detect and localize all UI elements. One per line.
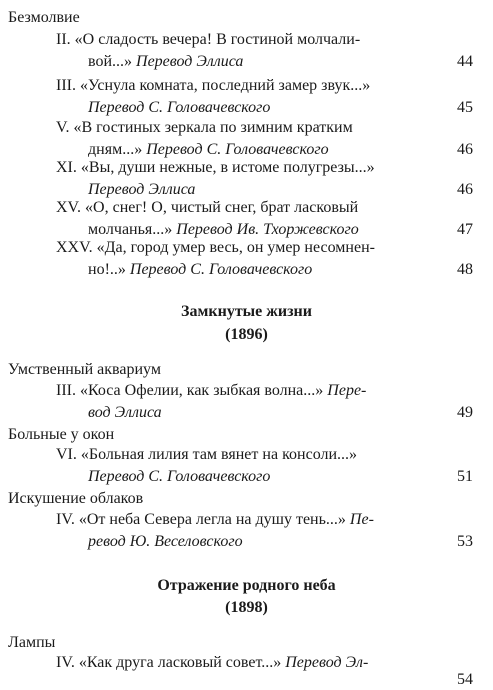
poem-first-line-cont: дням...»	[88, 141, 143, 158]
translator: Перевод С. Головачевского	[88, 468, 271, 485]
page-number: 49	[457, 404, 473, 421]
poem-number: III.	[56, 77, 76, 94]
translator: Перевод Эллиса	[88, 181, 196, 198]
translator: Перевод С. Головачевского	[88, 99, 271, 116]
poem-number: XXV.	[56, 239, 93, 256]
translator: Перевод С. Головачевского	[129, 261, 313, 278]
page-number: 54	[457, 671, 473, 688]
poem-first-line-cont: молчанья...»	[88, 221, 173, 238]
translator-start: Перевод Эл-	[285, 654, 369, 671]
translator: Перевод С. Головачевского	[146, 141, 329, 158]
poem-first-line-cont: но!..»	[88, 261, 126, 278]
poem-number: VI.	[56, 446, 77, 463]
poem-number: XI.	[56, 159, 77, 176]
poem-first-line: «О сладость вечера! В гостиной молчали-	[74, 31, 361, 48]
poem-first-line: «Да, город умер весь, он умер несомнен-	[96, 239, 375, 256]
page-number: 46	[457, 181, 473, 198]
translator: ревод Ю. Веселовского	[88, 533, 243, 550]
translator-start: Пере-	[327, 382, 367, 399]
section-heading: Замкнутые жизни	[181, 303, 312, 320]
group-title: Безмолвие	[8, 9, 80, 26]
translator: Перевод Эллиса	[136, 53, 244, 70]
page-number: 46	[457, 141, 473, 158]
page-number: 45	[457, 99, 473, 116]
translator-start: Пе-	[349, 511, 374, 528]
poem-number: XV.	[56, 199, 82, 216]
translator: Перевод Ив. Тхоржевского	[176, 221, 359, 238]
poem-first-line: «Коса Офелии, как зыбкая волна...»	[79, 382, 324, 399]
poem-first-line: «Больная лилия там вянет на консоли...»	[80, 446, 358, 463]
page-number: 48	[457, 261, 473, 278]
poem-first-line-cont: вой...»	[88, 53, 133, 70]
group-title: Умственный аквариум	[8, 361, 161, 378]
group-title: Искушение облаков	[8, 490, 144, 507]
group-title: Больные у окон	[8, 426, 115, 443]
page-number: 44	[457, 53, 473, 70]
page-number: 51	[457, 468, 473, 485]
poem-first-line: «О, снег! О, чистый снег, брат ласковый	[85, 199, 359, 216]
poem-number: III.	[56, 382, 76, 399]
section-heading: Отражение родного неба	[157, 577, 336, 594]
section-year: (1896)	[225, 326, 268, 343]
group-title: Лампы	[8, 634, 56, 651]
page-number: 53	[457, 533, 473, 550]
translator: вод Эллиса	[88, 404, 162, 421]
poem-number: IV.	[56, 511, 75, 528]
poem-number: II.	[56, 31, 71, 48]
poem-first-line: «Уснула комната, последний замер звук...»	[79, 77, 371, 94]
poem-first-line: «В гостиных зеркала по зимним кратким	[73, 119, 353, 136]
poem-number: V.	[56, 119, 70, 136]
section-year: (1898)	[225, 599, 268, 616]
poem-first-line: «От неба Севера легла на душу тень...»	[78, 511, 346, 528]
poem-number: IV.	[56, 654, 75, 671]
poem-first-line: «Как друга ласковый совет...»	[78, 654, 282, 671]
poem-first-line: «Вы, души нежные, в истоме полугрезы...»	[80, 159, 375, 176]
page-number: 47	[457, 221, 473, 238]
